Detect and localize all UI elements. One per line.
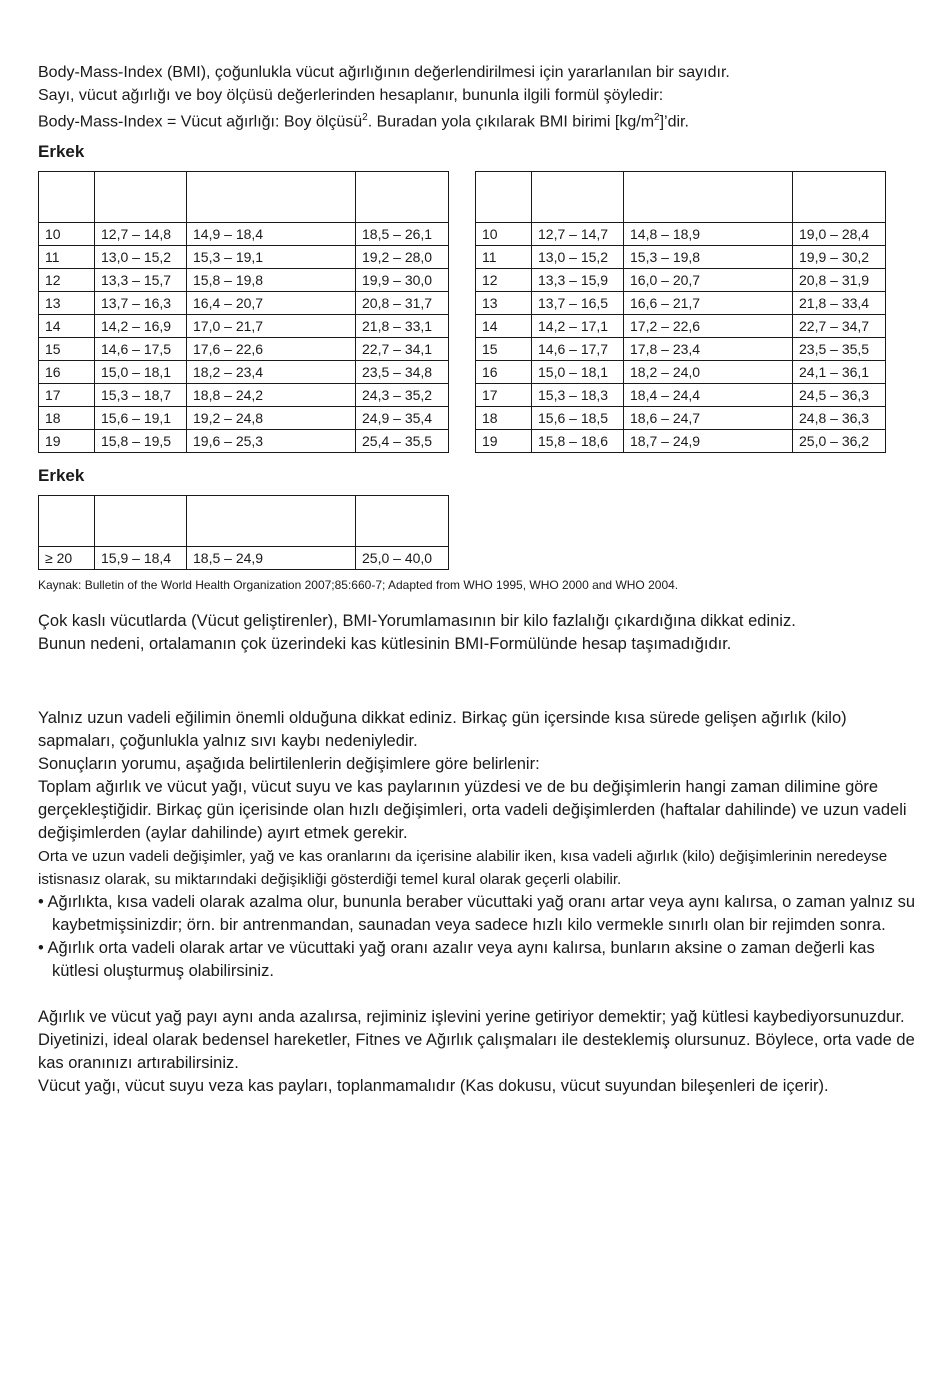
table-row <box>39 246 449 269</box>
table-cell: 21,8 – 33,1 <box>356 315 449 338</box>
table-cell: 12,7 – 14,7 <box>532 223 624 246</box>
table-cell: 20,8 – 31,7 <box>356 292 449 315</box>
table-cell: 17,2 – 22,6 <box>624 315 793 338</box>
header-cell <box>532 172 624 223</box>
paragraph-rule: Orta ve uzun vadeli değişimler, yağ ve kas oranlarını da içerisine alabilir iken, kısa vadeli ağırlık (kilo) değişimlerinin neredeyse istisnasız olarak, su miktarındaki değişikliği gösterdiği temel kural olarak geçerli olabilir. <box>38 848 888 888</box>
header-cell <box>39 496 95 547</box>
intro-line-1: Body-Mass-Index (BMI), çoğunlukla vücut ağırlığının değerlendirilmesi için yararlanılan bir sayıdır. <box>38 64 730 81</box>
table-cell: 15 <box>39 338 95 361</box>
table-cell: 18,8 – 24,2 <box>187 384 356 407</box>
header-cell <box>356 172 449 223</box>
table-cell: 13 <box>39 292 95 315</box>
table-cell: 12,7 – 14,8 <box>95 223 187 246</box>
list-item: • Ağırlıkta, kısa vadeli olarak azalma olur, bununla beraber vücuttaki yağ oranı artar veya aynı kalırsa, o zaman yalnız su kaybetmişsinizdir; örn. bir antrenmandan, saunadan veya sadece hızlı kilo vermekle sınırlı olan bir rejimden sonra. <box>38 893 916 934</box>
table-cell: 15,9 – 18,4 <box>95 547 187 570</box>
table-row <box>39 407 449 430</box>
table-cell: 14,6 – 17,7 <box>532 338 624 361</box>
table-row <box>39 430 449 453</box>
table-cell: 10 <box>476 223 532 246</box>
table-cell: 15,3 – 19,1 <box>187 246 356 269</box>
table-cell: 15,0 – 18,1 <box>532 361 624 384</box>
table-cell: 16,0 – 20,7 <box>624 269 793 292</box>
table-row <box>476 361 886 384</box>
table-cell: 20,8 – 31,9 <box>793 269 886 292</box>
table-row <box>39 223 449 246</box>
table-cell: 12 <box>39 269 95 292</box>
table-header-row <box>39 496 449 547</box>
warning-line-2: Bunun nedeni, ortalamanın çok üzerindeki kas kütlesinin BMI-Formülünde hesap taşımadığıdır. <box>38 635 732 653</box>
bullet-list <box>38 891 918 983</box>
paragraph-interpretation: Sonuçların yorumu, aşağıda belirtilenlerin değişimlere göre belirlenir: <box>38 755 540 773</box>
table-row <box>39 315 449 338</box>
formula-text-a: Body-Mass-Index = Vücut ağırlığı: Boy ölçüsü <box>38 113 363 131</box>
table-cell: 17,0 – 21,7 <box>187 315 356 338</box>
table-row <box>476 223 886 246</box>
table-cell: 10 <box>39 223 95 246</box>
table-cell: 18,2 – 23,4 <box>187 361 356 384</box>
table-cell: 14,8 – 18,9 <box>624 223 793 246</box>
table-cell: 22,7 – 34,7 <box>793 315 886 338</box>
table-cell: 14,2 – 17,1 <box>532 315 624 338</box>
table-cell: 18 <box>476 407 532 430</box>
table-cell: 18,2 – 24,0 <box>624 361 793 384</box>
formula-text-b: . Buradan yola çıkılarak BMI birimi [kg/m <box>367 113 655 131</box>
table-cell: ≥ 20 <box>39 547 95 570</box>
bmi-intro <box>38 62 918 134</box>
table-cell: 15,8 – 19,5 <box>95 430 187 453</box>
table-cell: 17,8 – 23,4 <box>624 338 793 361</box>
bmi-table-right <box>475 171 886 453</box>
header-cell <box>793 172 886 223</box>
table-cell: 15,8 – 19,8 <box>187 269 356 292</box>
table-row <box>476 430 886 453</box>
list-item: • Ağırlık orta vadeli olarak artar ve vücuttaki yağ oranı azalır veya aynı kalırsa, bunların aksine o zaman değerli kas kütlesi oluşturmuş olabilirsiniz. <box>38 939 875 980</box>
table-cell: 13,7 – 16,5 <box>532 292 624 315</box>
bmi-table-left <box>38 171 449 453</box>
table-cell: 14 <box>39 315 95 338</box>
spacer <box>38 983 918 1006</box>
table-row <box>476 384 886 407</box>
table-cell: 25,0 – 40,0 <box>356 547 449 570</box>
document-page <box>38 62 918 1095</box>
table-cell: 24,1 – 36,1 <box>793 361 886 384</box>
source-note: Kaynak: Bulletin of the World Health Organization 2007;85:660-7; Adapted from WHO 1995, WHO 2000 and WHO 2004. <box>38 578 679 592</box>
table-cell: 17 <box>39 384 95 407</box>
table-cell: 18,5 – 26,1 <box>356 223 449 246</box>
table-cell: 16,4 – 20,7 <box>187 292 356 315</box>
table-cell: 19,0 – 28,4 <box>793 223 886 246</box>
paragraph-long-term: Yalnız uzun vadeli eğilimin önemli olduğuna dikkat ediniz. Birkaç gün içersinde kısa sürede gelişen ağırlık (kilo) sapmaları, çoğunlukla yalnız sıvı kaybı nedeniyledir. <box>38 709 847 750</box>
table-row <box>39 338 449 361</box>
table-cell: 14,9 – 18,4 <box>187 223 356 246</box>
table-cell: 18,5 – 24,9 <box>187 547 356 570</box>
table-row <box>39 361 449 384</box>
table-cell: 19,2 – 24,8 <box>187 407 356 430</box>
table-cell: 18,7 – 24,9 <box>624 430 793 453</box>
table-cell: 19,9 – 30,2 <box>793 246 886 269</box>
table-cell: 19 <box>476 430 532 453</box>
bmi-table-adult <box>38 495 449 570</box>
table-cell: 14 <box>476 315 532 338</box>
section-title-adult: Erkek <box>38 466 85 485</box>
table-header-row <box>39 172 449 223</box>
table-cell: 23,5 – 35,5 <box>793 338 886 361</box>
table-cell: 14,6 – 17,5 <box>95 338 187 361</box>
header-cell <box>476 172 532 223</box>
table-cell: 13,3 – 15,7 <box>95 269 187 292</box>
table-row <box>39 384 449 407</box>
table-row <box>476 407 886 430</box>
table-cell: 16,6 – 21,7 <box>624 292 793 315</box>
table-cell: 25,4 – 35,5 <box>356 430 449 453</box>
warning-paragraph <box>38 610 796 656</box>
table-cell: 15,6 – 18,5 <box>532 407 624 430</box>
table-cell: 13,3 – 15,9 <box>532 269 624 292</box>
table-cell: 17 <box>476 384 532 407</box>
formula-text-c: ]’dir. <box>659 113 689 131</box>
paragraph-changes: Toplam ağırlık ve vücut yağı, vücut suyu ve kas paylarının yüzdesi ve de bu değişimlerin hangi zaman dilimine göre gerçekleştiğidir. Birkaç gün içerisinde olan hızlı değişimleri, orta vadeli değişimlerden (haftalar dahilinde) ve uzun vadeli değişimlerden (aylar dahilinde) ayırt etmek gerekir. <box>38 778 907 842</box>
table-cell: 21,8 – 33,4 <box>793 292 886 315</box>
table-header-row <box>476 172 886 223</box>
table-cell: 18,4 – 24,4 <box>624 384 793 407</box>
table-cell: 22,7 – 34,1 <box>356 338 449 361</box>
table-row <box>476 246 886 269</box>
table-cell: 19 <box>39 430 95 453</box>
table-cell: 25,0 – 36,2 <box>793 430 886 453</box>
table-row <box>476 269 886 292</box>
header-cell <box>39 172 95 223</box>
warning-line-1: Çok kaslı vücutlarda (Vücut geliştirenler), BMI-Yorumlamasının bir kilo fazlalığı çıkardığına dikkat ediniz. <box>38 612 796 630</box>
table-cell: 13,7 – 16,3 <box>95 292 187 315</box>
table-cell: 15,6 – 19,1 <box>95 407 187 430</box>
table-cell: 24,9 – 35,4 <box>356 407 449 430</box>
paragraph-composition: Vücut yağı, vücut suyu veza kas payları, toplanmamalıdır (Kas dokusu, vücut suyundan bileşenleri de içerir). <box>38 1077 829 1095</box>
table-cell: 17,6 – 22,6 <box>187 338 356 361</box>
table-cell: 15,3 – 19,8 <box>624 246 793 269</box>
table-cell: 14,2 – 16,9 <box>95 315 187 338</box>
table-cell: 24,5 – 36,3 <box>793 384 886 407</box>
header-cell <box>356 496 449 547</box>
table-cell: 19,9 – 30,0 <box>356 269 449 292</box>
table-cell: 18 <box>39 407 95 430</box>
intro-line-2: Sayı, vücut ağırlığı ve boy ölçüsü değerlerinden hesaplanır, bununla ilgili formül şöyledir: <box>38 86 664 104</box>
table-cell: 13 <box>476 292 532 315</box>
table-cell: 15 <box>476 338 532 361</box>
table-cell: 15,3 – 18,3 <box>532 384 624 407</box>
header-cell <box>95 496 187 547</box>
header-cell <box>187 172 356 223</box>
table-cell: 24,8 – 36,3 <box>793 407 886 430</box>
table-row <box>39 547 449 570</box>
table-cell: 24,3 – 35,2 <box>356 384 449 407</box>
table-row <box>476 292 886 315</box>
table-cell: 19,2 – 28,0 <box>356 246 449 269</box>
table-cell: 13,0 – 15,2 <box>532 246 624 269</box>
unit-superscript: 2 <box>654 112 660 123</box>
header-cell <box>624 172 793 223</box>
table-cell: 15,3 – 18,7 <box>95 384 187 407</box>
table-cell: 15,8 – 18,6 <box>532 430 624 453</box>
table-cell: 12 <box>476 269 532 292</box>
table-cell: 11 <box>476 246 532 269</box>
formula-superscript: 2 <box>362 112 368 123</box>
table-row <box>476 315 886 338</box>
table-row <box>476 338 886 361</box>
table-cell: 13,0 – 15,2 <box>95 246 187 269</box>
table-cell: 16 <box>39 361 95 384</box>
table-row <box>39 292 449 315</box>
table-cell: 19,6 – 25,3 <box>187 430 356 453</box>
header-cell <box>187 496 356 547</box>
table-cell: 11 <box>39 246 95 269</box>
interpretation-section <box>38 707 918 1098</box>
table-cell: 23,5 – 34,8 <box>356 361 449 384</box>
table-row <box>39 269 449 292</box>
table-cell: 16 <box>476 361 532 384</box>
table-cell: 18,6 – 24,7 <box>624 407 793 430</box>
section-title-youth: Erkek <box>38 142 85 161</box>
header-cell <box>95 172 187 223</box>
intro-line-3 <box>38 107 918 134</box>
table-cell: 15,0 – 18,1 <box>95 361 187 384</box>
paragraph-diet: Ağırlık ve vücut yağ payı aynı anda azalırsa, rejiminiz işlevini yerine getiriyor demektir; yağ kütlesi kaybediyorsunuzdur. Diyetinizi, ideal olarak bedensel hareketler, Fitnes ve Ağırlık çalışmaları ile desteklemiş olursunuz. Böylece, orta vade de kas oranınızı artırabilirsiniz. <box>38 1008 915 1072</box>
